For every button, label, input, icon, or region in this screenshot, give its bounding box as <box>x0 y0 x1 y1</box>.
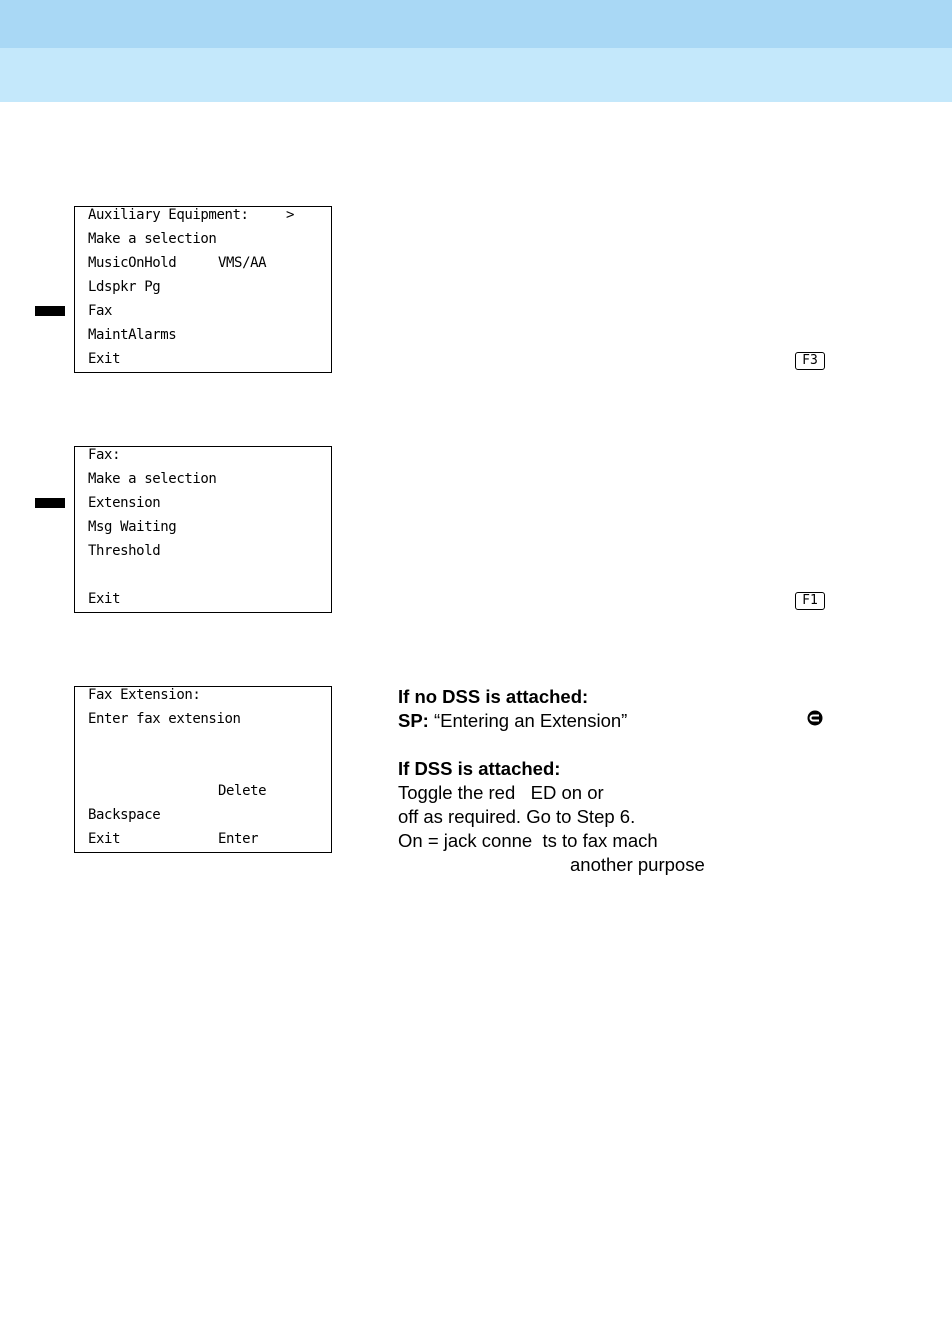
lcd-screen-aux-equipment <box>74 206 332 373</box>
option-msg-waiting[interactable]: Msg Waiting <box>88 519 177 535</box>
screen-prompt: Make a selection <box>88 231 217 247</box>
screen-title: Fax Extension: <box>88 687 201 703</box>
screen-more-indicator: > <box>286 207 295 223</box>
no-dss-heading: If no DSS is attached: <box>398 686 589 707</box>
option-ldspkr-pg[interactable]: Ldspkr Pg <box>88 279 161 295</box>
dss-heading: If DSS is attached: <box>398 758 561 779</box>
option-threshold[interactable]: Threshold <box>88 543 161 559</box>
screen-prompt: Make a selection <box>88 471 217 487</box>
header-band-top <box>0 0 952 48</box>
dss-instruction-line-1: Toggle the red ED on or <box>398 782 604 803</box>
option-fax[interactable]: Fax <box>88 303 113 319</box>
selection-marker-fax <box>35 306 65 316</box>
option-maintalarms[interactable]: MaintAlarms <box>88 327 177 343</box>
dss-instruction-line-2: off as required. Go to Step 6. <box>398 806 636 827</box>
option-exit[interactable]: Exit <box>88 351 121 367</box>
selection-marker-extension <box>35 498 65 508</box>
lcd-screen-fax-extension <box>74 686 332 853</box>
sp-label: SP: <box>398 710 429 731</box>
dss-instruction-line-4: another purpose <box>570 854 705 875</box>
option-delete[interactable]: Delete <box>218 783 267 799</box>
header-band-bottom <box>0 48 952 102</box>
option-vms-aa[interactable]: VMS/AA <box>218 255 267 271</box>
option-exit[interactable]: Exit <box>88 831 121 847</box>
function-key-f1[interactable]: F1 <box>795 592 825 610</box>
option-exit[interactable]: Exit <box>88 591 121 607</box>
option-backspace[interactable]: Backspace <box>88 807 161 823</box>
screen-title: Fax: <box>88 447 121 463</box>
screen-prompt: Enter fax extension <box>88 711 241 727</box>
option-musiconhold[interactable]: MusicOnHold <box>88 255 177 271</box>
lcd-screen-fax <box>74 446 332 613</box>
option-enter[interactable]: Enter <box>218 831 259 847</box>
return-arrow-icon <box>805 709 825 727</box>
function-key-f3[interactable]: F3 <box>795 352 825 370</box>
sp-reference <box>398 709 627 733</box>
screen-title: Auxiliary Equipment: <box>88 207 249 223</box>
sp-text: “Entering an Extension” <box>433 710 628 731</box>
option-extension[interactable]: Extension <box>88 495 161 511</box>
dss-instruction-line-3: On = jack conne ts to fax mach <box>398 830 658 851</box>
